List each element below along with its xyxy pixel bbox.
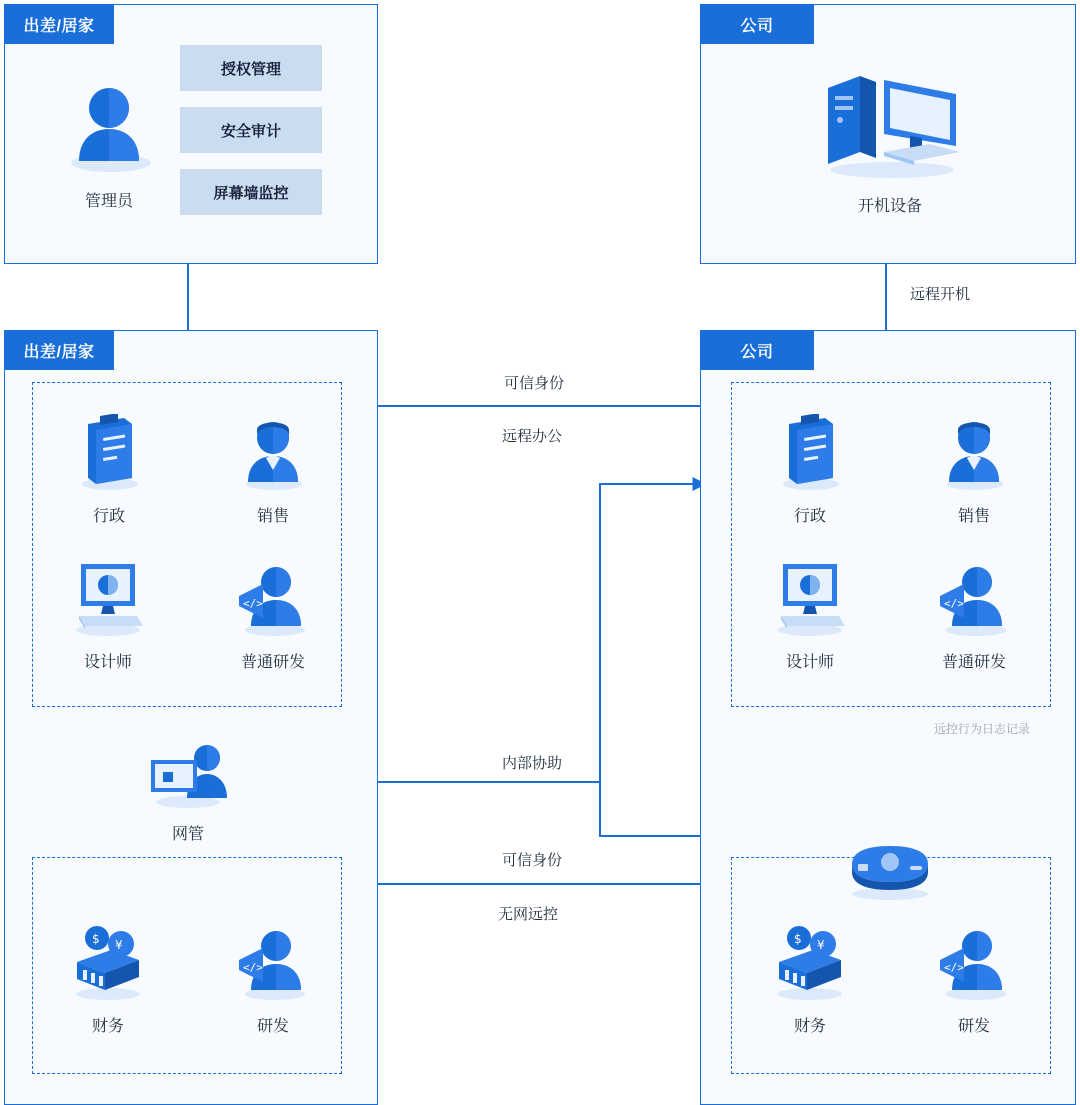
designer-monitor-icon xyxy=(65,556,151,641)
node-left-rnd-label: 研发 xyxy=(256,1018,289,1035)
panel-bottom-left-tab: 出差/居家 xyxy=(4,330,114,370)
node-left-admin-staff-label: 行政 xyxy=(92,508,125,525)
netadmin-monitor-icon xyxy=(143,738,233,813)
node-left-developer-label: 普通研发 xyxy=(240,654,305,671)
designer-monitor-icon xyxy=(767,556,853,641)
clipboard-icon xyxy=(72,414,146,495)
edge-label-trusted-id-top: 可信身份 xyxy=(504,375,565,392)
gateway-box-icon xyxy=(838,838,942,905)
developer-code-icon xyxy=(932,556,1016,641)
developer-code-icon xyxy=(231,556,315,641)
node-right-developer-label: 普通研发 xyxy=(941,654,1006,671)
svg-text:$: $ xyxy=(92,932,100,946)
svg-text:</>: </> xyxy=(944,597,964,610)
node-right-designer-label: 设计师 xyxy=(785,654,834,671)
node-left-finance-label: 财务 xyxy=(91,1018,124,1035)
chip-security-audit[interactable]: 安全审计 xyxy=(180,107,322,153)
node-boot-device xyxy=(810,60,970,216)
sales-person-icon xyxy=(236,414,310,495)
node-left-developer xyxy=(222,556,324,672)
node-left-designer xyxy=(58,556,158,672)
node-admin-label: 管理员 xyxy=(84,193,133,210)
node-right-sales-label: 销售 xyxy=(957,508,990,525)
log-note: 远控行为日志记录 xyxy=(934,722,1031,736)
edge-label-internal-assist: 内部协助 xyxy=(502,755,563,772)
panel-top-right-tab: 公司 xyxy=(700,4,814,44)
svg-text:$: $ xyxy=(794,932,802,946)
node-left-admin-staff xyxy=(62,414,156,526)
admin-person-icon xyxy=(59,75,159,180)
node-left-designer-label: 设计师 xyxy=(83,654,132,671)
svg-text:¥: ¥ xyxy=(115,938,123,952)
chip-authorization[interactable]: 授权管理 xyxy=(180,45,322,91)
node-gateway xyxy=(838,838,942,913)
node-netadmin-label: 网管 xyxy=(171,826,204,843)
finance-coins-icon xyxy=(767,918,853,1005)
node-right-admin-staff xyxy=(763,414,857,526)
clipboard-icon xyxy=(773,414,847,495)
panel-top-left-tab: 出差/居家 xyxy=(4,4,114,44)
svg-text:¥: ¥ xyxy=(817,938,825,952)
svg-text:</>: </> xyxy=(243,597,263,610)
node-right-developer xyxy=(923,556,1025,672)
node-right-designer xyxy=(760,556,860,672)
node-boot-device-label: 开机设备 xyxy=(857,198,922,215)
node-left-finance xyxy=(58,918,158,1036)
node-netadmin xyxy=(136,738,240,844)
sales-person-icon xyxy=(937,414,1011,495)
node-left-sales xyxy=(226,414,320,526)
node-left-sales-label: 销售 xyxy=(256,508,289,525)
node-admin xyxy=(50,75,168,211)
finance-coins-icon xyxy=(65,918,151,1005)
developer-code-icon xyxy=(932,918,1016,1005)
edge-label-remote-boot: 远程开机 xyxy=(910,286,971,303)
node-right-admin-staff-label: 行政 xyxy=(793,508,826,525)
node-right-rnd-label: 研发 xyxy=(957,1018,990,1035)
node-right-rnd xyxy=(923,918,1025,1036)
developer-code-icon xyxy=(231,918,315,1005)
node-left-rnd xyxy=(222,918,324,1036)
svg-text:</>: </> xyxy=(243,961,263,974)
node-right-sales xyxy=(927,414,1021,526)
node-right-finance xyxy=(760,918,860,1036)
edge-label-offline-remote: 无网远控 xyxy=(498,906,559,923)
node-right-finance-label: 财务 xyxy=(793,1018,826,1035)
panel-bottom-right-tab: 公司 xyxy=(700,330,814,370)
chip-screenwall-monitor[interactable]: 屏幕墙监控 xyxy=(180,169,322,215)
edge-label-remote-office: 远程办公 xyxy=(502,428,563,445)
edge-label-trusted-id-bottom: 可信身份 xyxy=(502,852,563,869)
svg-text:</>: </> xyxy=(944,961,964,974)
desktop-tower-icon xyxy=(810,60,970,185)
